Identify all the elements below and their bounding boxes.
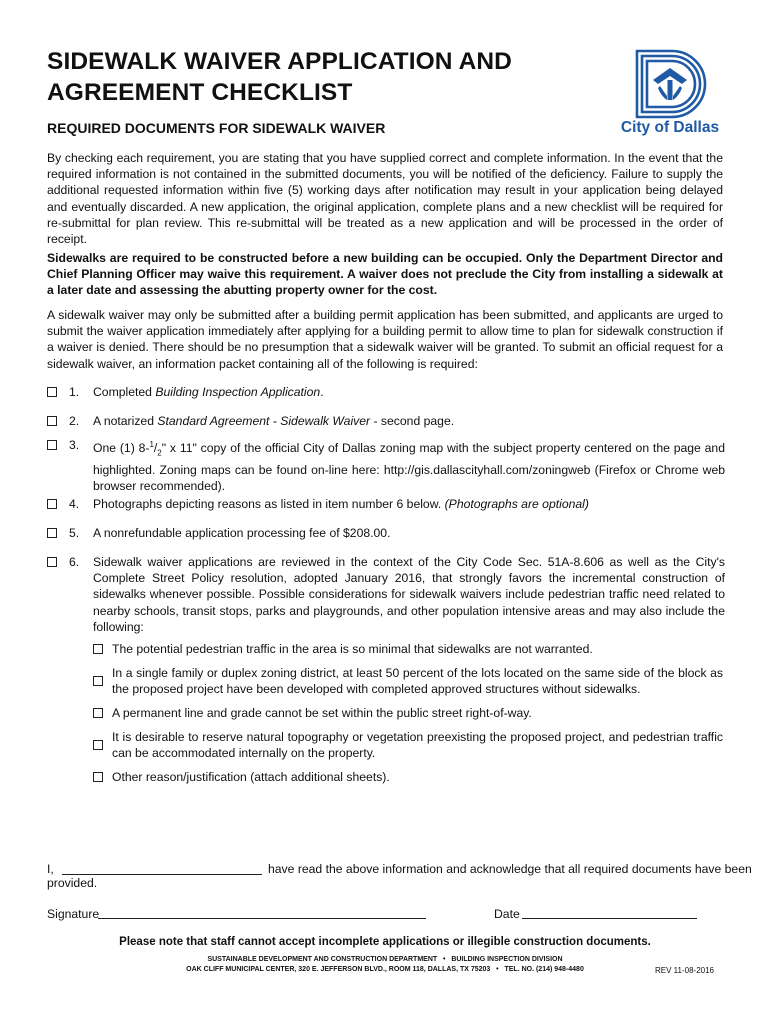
item-number: 4. <box>69 497 80 511</box>
footer-line-2: OAK CLIFF MUNICIPAL CENTER, 320 E. JEFFERSON BLVD., ROOM 118, DALLAS, TX 75203 • TEL. NO. (214) 948-4480 <box>186 966 584 973</box>
item-text: Photographs depicting reasons as listed in item number 6 below. (Photographs are optional) <box>93 497 589 511</box>
checkbox-item-2[interactable] <box>47 416 57 426</box>
item-number: 3. <box>69 438 80 452</box>
intro-paragraph-2: Sidewalks are required to be constructed before a new building can be occupied. Only the Department Director and Chief Planning Officer may waive this requirement. A waiver does not preclude the City from installing a sidewalk at a later date and assessing the abutting property owner for the cost. <box>47 251 723 298</box>
consideration-text: The potential pedestrian traffic in the area is so minimal that sidewalks are not warranted. <box>112 642 593 656</box>
item-number: 6. <box>69 555 80 569</box>
consideration-checkbox-2[interactable] <box>93 676 103 686</box>
intro-paragraph-1: By checking each requirement, you are stating that you have supplied correct and complete information. In the event that the required information is not contained in the submitted documents, you will be notified of the deficiency. Failure to supply the additional requested information within five (5) working days after notification may result in your application being delayed and eventually discarded. A new application, the original application, complete plans and a new checklist will be required for re-submittal for plan review. This re-submittal will be treated as a new application and will be processed in the order of receipt. <box>47 151 723 247</box>
consideration-checkbox-3[interactable] <box>93 708 103 718</box>
consideration-text: Other reason/justification (attach additional sheets). <box>112 770 390 784</box>
section-subtitle: REQUIRED DOCUMENTS FOR SIDEWALK WAIVER <box>47 120 386 136</box>
footer-line-1: SUSTAINABLE DEVELOPMENT AND CONSTRUCTION DEPARTMENT • BUILDING INSPECTION DIVISION <box>207 956 563 963</box>
acknowledgment-text-continued: provided. <box>47 876 98 890</box>
notice-text: Please note that staff cannot accept incomplete applications or illegible construction documents. <box>119 936 651 948</box>
acknowledgment-prefix: I, <box>47 862 54 876</box>
page-title <box>47 46 567 108</box>
checklist-item-6 <box>47 554 725 636</box>
checkbox-item-3[interactable] <box>47 440 57 450</box>
intro-paragraph-3: A sidewalk waiver may only be submitted after a building permit application has been submitted, and applicants are urged to submit the waiver application immediately after applying for a building permit to allow time to plan for sidewalk construction if a waiver is denied. There should be no presumption that a sidewalk waiver will be granted. To submit an official request for a sidewalk waiver, an information packet containing all of the following is required: <box>47 308 723 371</box>
checkbox-item-1[interactable] <box>47 387 57 397</box>
checkbox-item-4[interactable] <box>47 499 57 509</box>
consideration-text: A permanent line and grade cannot be set within the public street right-of-way. <box>112 706 532 720</box>
consideration-item-2 <box>93 665 723 699</box>
acknowledgment-text: have read the above information and acknowledge that all required documents have been <box>268 862 752 876</box>
checkbox-item-6[interactable] <box>47 557 57 567</box>
item-number: 1. <box>69 385 80 399</box>
consideration-text: In a single family or duplex zoning district, at least 50 percent of the lots located on the same side of the block as the proposed project have been developed with completed approved structures without sidewalks. <box>112 666 723 697</box>
item-text: A nonrefundable application processing fee of $208.00. <box>93 526 391 540</box>
checkbox-item-5[interactable] <box>47 528 57 538</box>
date-input-line[interactable] <box>522 918 697 919</box>
checklist-item-3 <box>47 437 725 493</box>
item-number: 2. <box>69 414 80 428</box>
title-line-1: SIDEWALK WAIVER APPLICATION AND <box>47 48 512 75</box>
item-text: Completed Building Inspection Application. <box>93 385 324 399</box>
signature-label: Signature <box>47 907 100 921</box>
revision-label: REV 11-08-2016 <box>655 966 714 975</box>
consideration-text: It is desirable to reserve natural topography or vegetation preexisting the proposed project, and pedestrian traffic can be accommodated internally on the property. <box>112 730 723 761</box>
title-line-2: AGREEMENT CHECKLIST <box>47 79 353 106</box>
item-number: 5. <box>69 526 80 540</box>
consideration-checkbox-1[interactable] <box>93 644 103 654</box>
consideration-checkbox-5[interactable] <box>93 772 103 782</box>
signature-input-line[interactable] <box>98 918 426 919</box>
item-text: One (1) $8-^1/_2$" x 11" copy of the official City of Dallas zoning map with the subject property centered on the page and highlighted. Zoning maps can be found on-line here: http://gis.dallascityhall.com/zoningweb (Firefox or Chrome web browser recommended). <box>93 440 725 493</box>
item-text: Sidewalk waiver applications are reviewed in the context of the City Code Sec. 51A-8.606 as well as the City's Complete Street Policy resolution, adopted January 2016, that strongly favors the incremental construction of sidewalks whenever possible. Possible considerations for sidewalk waivers include pedestrian traffic need related to nearby schools, transit stops, parks and playgrounds, and other population intensive areas and may also include the following: <box>93 555 725 634</box>
item-text: A notarized Standard Agreement - Sidewalk Waiver - second page. <box>93 414 455 428</box>
logo-text: City of Dallas <box>620 119 720 136</box>
consideration-checkbox-4[interactable] <box>93 740 103 750</box>
consideration-item-4 <box>93 729 723 763</box>
date-label: Date <box>494 907 520 921</box>
